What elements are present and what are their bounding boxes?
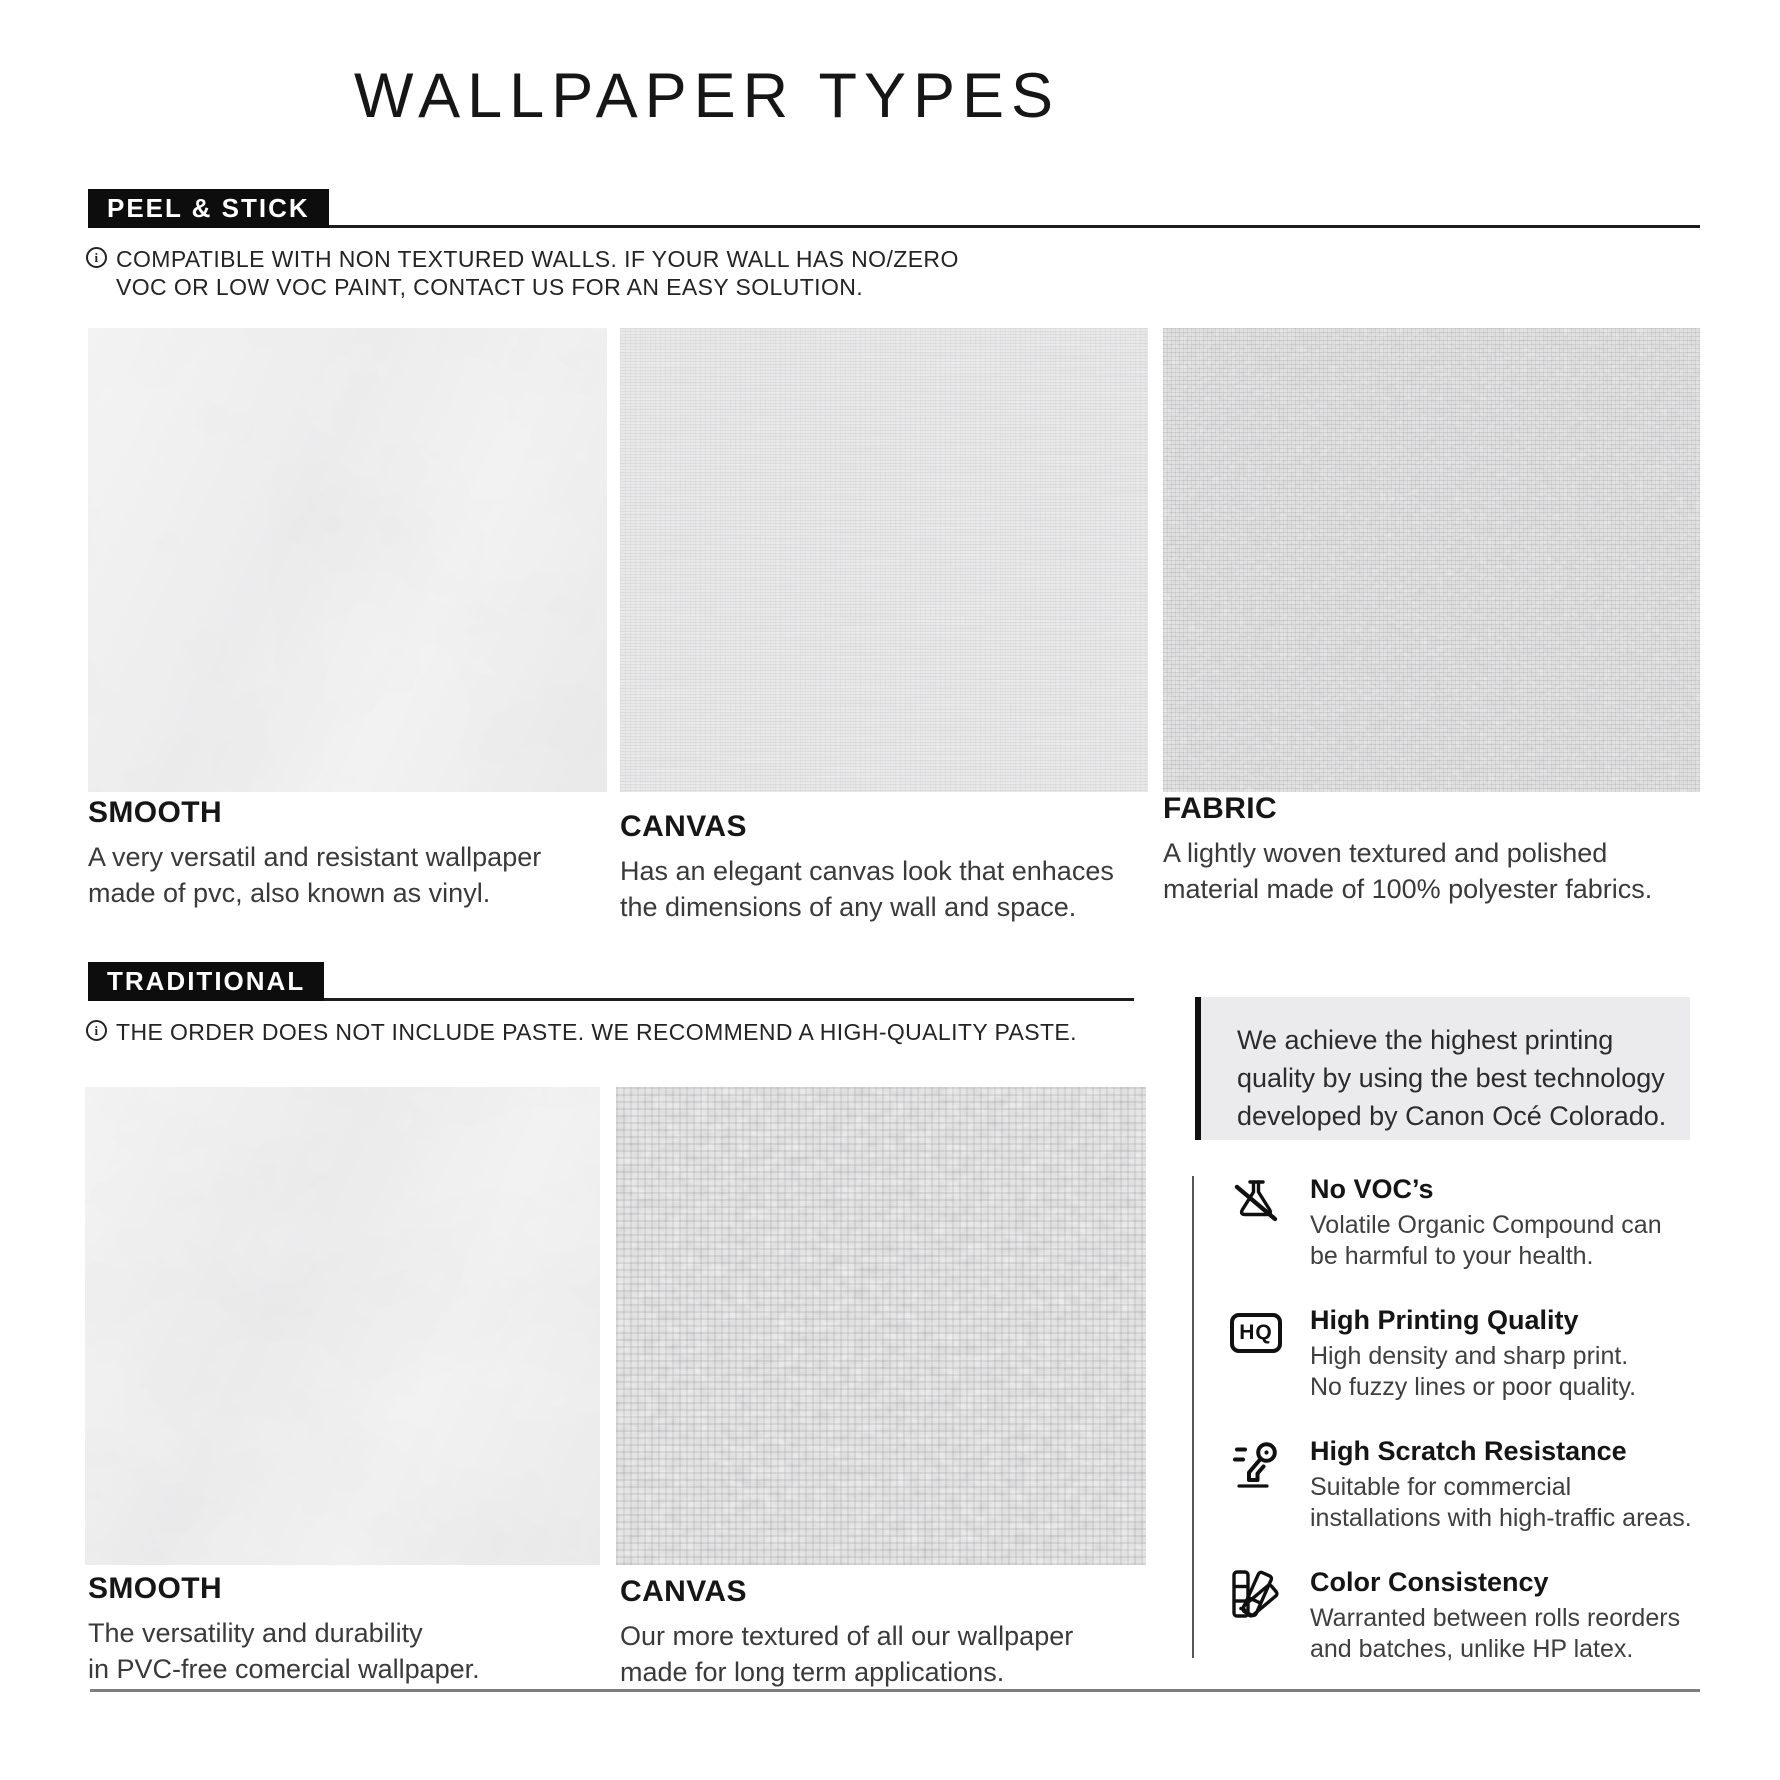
caption-peel-stick-smooth — [88, 796, 603, 911]
section-label-traditional: TRADITIONAL — [88, 962, 324, 1001]
feature-high-printing-quality — [1228, 1305, 1694, 1403]
traditional-note — [86, 1018, 1077, 1046]
page-title: WALLPAPER TYPES — [354, 61, 1061, 131]
swatch-name: CANVAS — [620, 1575, 747, 1608]
hq-badge-icon — [1228, 1305, 1284, 1361]
peel-stick-rule — [88, 225, 1700, 228]
desc-line: made of pvc, also known as vinyl. — [88, 878, 491, 908]
desc-line: Volatile Organic Compound can — [1310, 1211, 1662, 1239]
desc-line: Has an elegant canvas look that enhaces — [620, 856, 1114, 886]
note-line: THE ORDER DOES NOT INCLUDE PASTE. WE RECOMMEND A HIGH-QUALITY PASTE. — [116, 1019, 1077, 1045]
swatch-peel-stick-smooth — [88, 328, 607, 792]
note-line: VOC OR LOW VOC PAINT, CONTACT US FOR AN EASY SOLUTION. — [116, 274, 864, 300]
feature-list — [1228, 1174, 1694, 1665]
swatch-traditional-smooth — [85, 1087, 600, 1565]
desc-line: made for long term applications. — [620, 1657, 1005, 1687]
desc-line: be harmful to your health. — [1310, 1242, 1594, 1270]
swatch-description — [88, 1615, 603, 1687]
note-line: COMPATIBLE WITH NON TEXTURED WALLS. IF YOUR WALL HAS NO/ZERO — [116, 246, 959, 272]
hq-badge-text: HQ — [1230, 1313, 1282, 1353]
swatch-peel-stick-fabric — [1163, 328, 1700, 792]
feature-description — [1310, 1341, 1636, 1403]
note-text — [116, 1018, 1077, 1046]
feature-text — [1310, 1436, 1692, 1534]
desc-line: in PVC-free comercial wallpaper. — [88, 1654, 480, 1684]
printing-quality-callout — [1195, 997, 1690, 1140]
quality-note-line: We achieve the highest printing — [1237, 1025, 1614, 1055]
swatch-name: SMOOTH — [88, 1572, 223, 1605]
swatch-description — [620, 1618, 1150, 1690]
feature-description — [1310, 1472, 1692, 1534]
feature-text — [1310, 1174, 1662, 1272]
caption-traditional-canvas — [620, 1575, 1150, 1690]
desc-line: The versatility and durability — [88, 1618, 423, 1648]
desc-line: No fuzzy lines or poor quality. — [1310, 1373, 1637, 1401]
desc-line: Warranted between rolls reorders — [1310, 1604, 1681, 1632]
feature-color-consistency — [1228, 1567, 1694, 1665]
feature-high-scratch-resistance — [1228, 1436, 1694, 1534]
swatch-peel-stick-canvas — [620, 328, 1148, 792]
desc-line: Suitable for commercial — [1310, 1473, 1572, 1501]
desc-line: High density and sharp print. — [1310, 1342, 1629, 1370]
desc-line: A very versatil and resistant wallpaper — [88, 842, 542, 872]
desc-line: and batches, unlike HP latex. — [1310, 1635, 1634, 1663]
feature-text — [1310, 1305, 1636, 1403]
info-icon — [86, 247, 107, 268]
caption-peel-stick-canvas — [620, 810, 1148, 925]
feature-description — [1310, 1210, 1662, 1272]
desc-line: A lightly woven textured and polished — [1163, 838, 1608, 868]
quality-note-line: quality by using the best technology — [1237, 1063, 1665, 1093]
feature-title: High Printing Quality — [1310, 1305, 1579, 1335]
section-label-peel-stick: PEEL & STICK — [88, 189, 329, 228]
info-icon — [86, 1020, 107, 1041]
feature-title: Color Consistency — [1310, 1567, 1549, 1597]
caption-peel-stick-fabric — [1163, 792, 1700, 907]
feature-title: High Scratch Resistance — [1310, 1436, 1627, 1466]
peel-stick-note — [86, 245, 959, 301]
swatch-name: FABRIC — [1163, 792, 1278, 825]
swatch-name: SMOOTH — [88, 796, 223, 829]
key-scratch-icon — [1228, 1436, 1284, 1492]
swatch-name: CANVAS — [620, 810, 747, 843]
caption-traditional-smooth — [88, 1572, 603, 1687]
desc-line: Our more textured of all our wallpaper — [620, 1621, 1074, 1651]
swatch-description — [620, 853, 1148, 925]
feature-no-voc — [1228, 1174, 1694, 1272]
quality-note-line: developed by Canon Océ Colorado. — [1237, 1101, 1667, 1131]
feature-list-divider — [1192, 1176, 1194, 1658]
feature-description — [1310, 1603, 1680, 1665]
swatch-traditional-canvas — [616, 1087, 1146, 1565]
feature-text — [1310, 1567, 1680, 1665]
bottom-divider — [90, 1689, 1700, 1692]
desc-line: the dimensions of any wall and space. — [620, 892, 1077, 922]
swatch-description — [88, 839, 603, 911]
feature-title: No VOC’s — [1310, 1174, 1434, 1204]
swatch-description — [1163, 835, 1700, 907]
desc-line: material made of 100% polyester fabrics. — [1163, 874, 1653, 904]
no-voc-flask-icon — [1228, 1174, 1284, 1230]
desc-line: installations with high-traffic areas. — [1310, 1504, 1692, 1532]
color-swatchbook-icon — [1228, 1567, 1284, 1623]
note-text — [116, 245, 959, 301]
